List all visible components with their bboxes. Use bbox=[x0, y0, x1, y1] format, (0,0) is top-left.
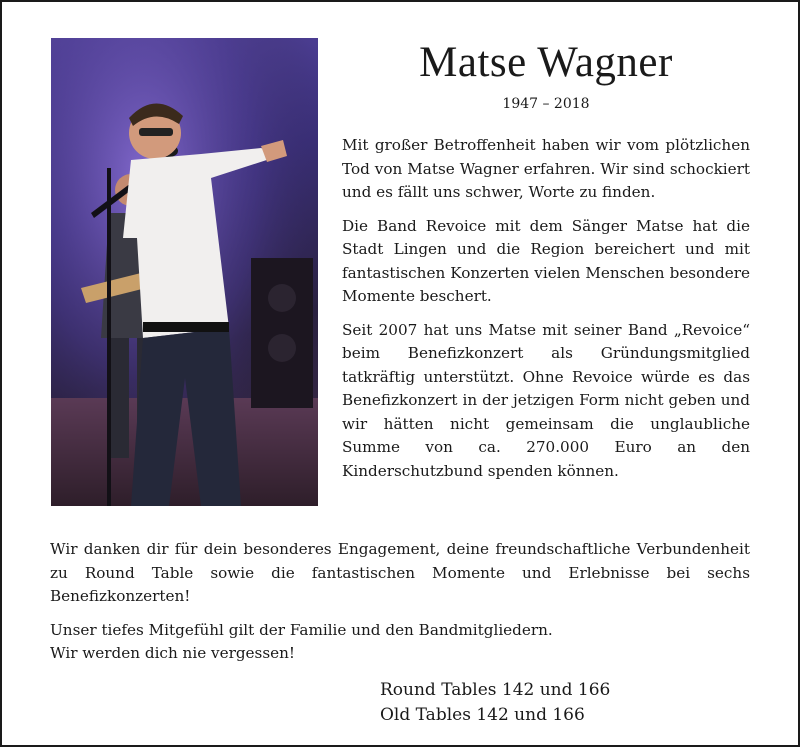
signature-block bbox=[380, 678, 760, 728]
tribute-column bbox=[342, 134, 750, 493]
tribute-paragraph: Mit großer Betroffenheit haben wir vom plötzlichen Tod von Matse Wagner erfahren. Wir sind schockiert und es fällt uns schwer, Worte zu finden. bbox=[342, 136, 750, 201]
signature-line: Old Tables 142 und 166 bbox=[380, 705, 585, 725]
condolence-line: Unser tiefes Mitgefühl gilt der Familie und den Bandmitgliedern. bbox=[50, 620, 553, 639]
tribute-paragraph: Seit 2007 hat uns Matse mit seiner Band „Revoice“ beim Benefizkonzert als Gründungsmitglied tatkräftig unterstützt. Ohne Revoice würde es das Benefizkonzert in der jetzigen Form nicht geben und wir hätten nicht gemeinsam die unglaubliche Summe von ca. 270.000 Euro an den Kinderschutzbund spenden können. bbox=[342, 320, 750, 480]
thanks-paragraph: Wir danken dir für dein besonderes Engagement, deine freundschaftliche Verbundenheit zu Round Table sowie die fantastischen Momente und Erlebnisse bei sechs Benefizkonzerten! bbox=[50, 540, 750, 605]
closing-section bbox=[50, 538, 750, 676]
singer-photo bbox=[51, 38, 318, 506]
tribute-paragraph: Die Band Revoice mit dem Sänger Matse hat die Stadt Lingen und die Region bereichert und mit fantastischen Konzerten vielen Menschen besondere Momente beschert. bbox=[342, 216, 750, 305]
farewell-line: Wir werden dich nie vergessen! bbox=[50, 644, 296, 662]
condolence-paragraph bbox=[50, 619, 750, 666]
life-years: 1947 – 2018 bbox=[502, 96, 590, 112]
deceased-name: Matse Wagner bbox=[419, 39, 673, 86]
signature-line: Round Tables 142 und 166 bbox=[380, 680, 611, 700]
stage-photo-illustration bbox=[51, 38, 318, 506]
